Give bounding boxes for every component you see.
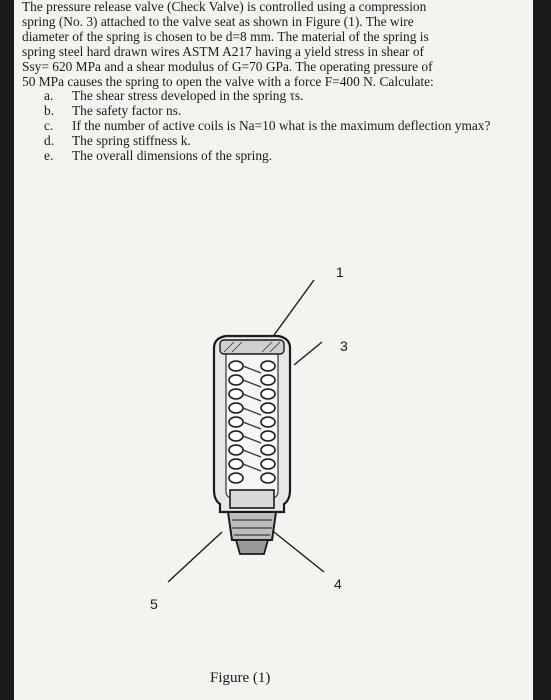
valve-cap <box>220 340 284 354</box>
valve-nozzle <box>236 540 268 554</box>
leader-line-4 <box>274 532 324 572</box>
leader-line-5 <box>168 532 222 582</box>
intro-line-3: diameter of the spring is chosen to be d=8 mm. The material of the spring is <box>22 28 429 44</box>
problem-text <box>22 0 520 164</box>
callout-4: 4 <box>334 576 342 592</box>
question-b <box>22 104 520 119</box>
question-letter: e. <box>44 148 54 164</box>
figure-caption: Figure (1) <box>210 670 271 686</box>
question-text: The spring stiffness k. <box>72 133 191 149</box>
question-e <box>22 149 520 164</box>
question-letter: a. <box>44 88 54 104</box>
question-c <box>22 119 520 134</box>
callout-3: 3 <box>340 338 348 354</box>
intro-line-4: spring steel hard drawn wires ASTM A217 having a yield stress in shear of <box>22 43 425 59</box>
question-d <box>22 134 520 149</box>
callout-5: 5 <box>150 596 158 612</box>
check-valve-figure <box>144 250 384 630</box>
problem-statement <box>22 0 520 89</box>
question-text: The overall dimensions of the spring. <box>72 148 273 164</box>
intro-line-5: Ssy= 620 MPa and a shear modulus of G=70 GPa. The operating pressure of <box>22 58 433 74</box>
leader-line-1 <box>269 280 314 342</box>
leader-line-3 <box>294 342 322 365</box>
question-text: The safety factor ns. <box>72 103 182 119</box>
valve-stem <box>228 512 276 540</box>
intro-line-2: spring (No. 3) attached to the valve seat as shown in Figure (1). The wire <box>22 13 414 29</box>
callout-1: 1 <box>336 264 344 280</box>
question-letter: c. <box>44 118 54 134</box>
question-a <box>22 89 520 104</box>
question-text: If the number of active coils is Na=10 what is the maximum deflection ymax? <box>72 118 491 134</box>
question-letter: d. <box>44 133 55 149</box>
intro-line-6: 50 MPa causes the spring to open the valve with a force F=400 N. Calculate: <box>22 73 434 89</box>
question-text: The shear stress developed in the spring τs. <box>72 88 304 104</box>
problem-sheet <box>14 0 533 700</box>
question-letter: b. <box>44 103 55 119</box>
valve-seat <box>230 490 274 508</box>
intro-line-1: The pressure release valve (Check Valve) is controlled using a compression <box>22 0 427 14</box>
question-list <box>22 89 520 164</box>
